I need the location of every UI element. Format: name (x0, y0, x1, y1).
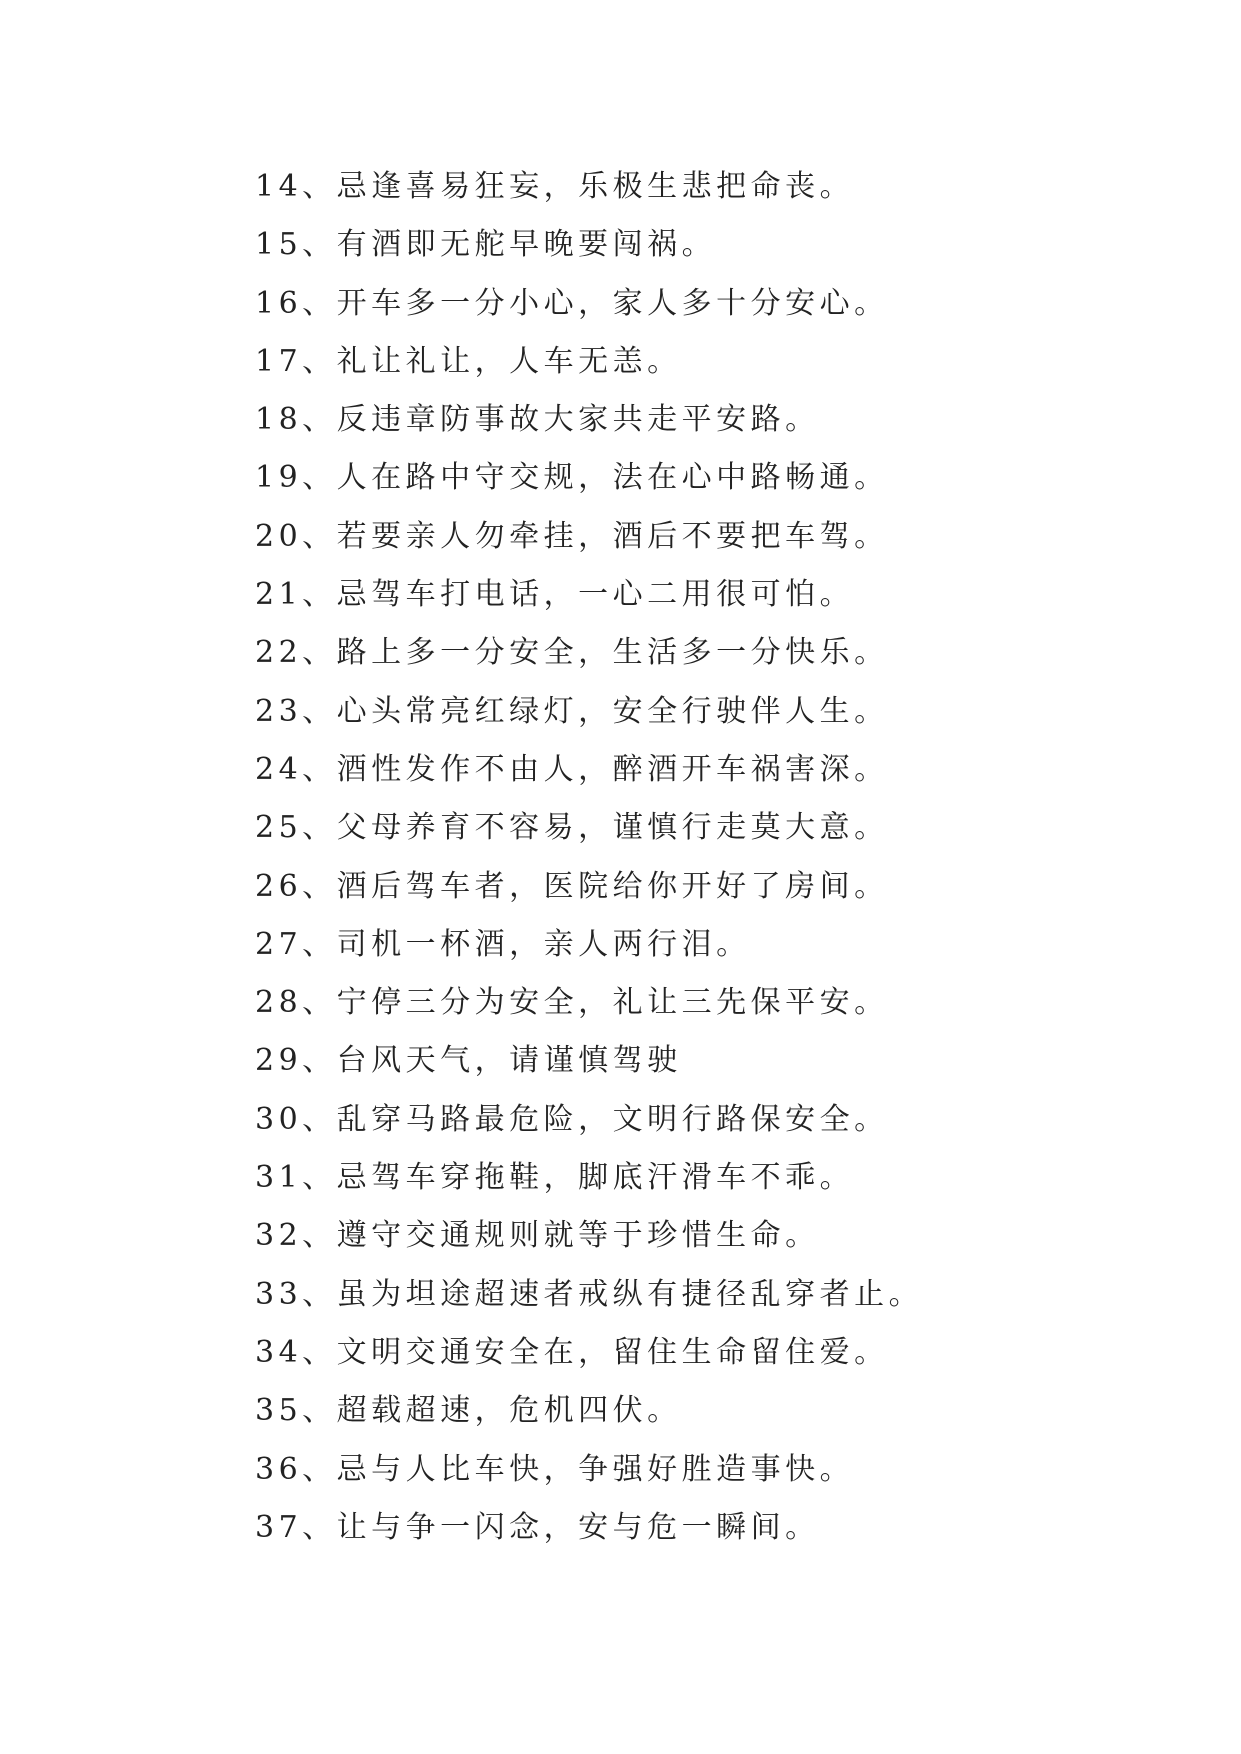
list-item: 21、忌驾车打电话，一心二用很可怕。 (255, 577, 855, 613)
list-item: 24、酒性发作不由人，醉酒开车祸害深。 (255, 751, 889, 787)
list-item: 27、司机一杯酒，亲人两行泪。 (255, 926, 751, 962)
list-item: 18、反违章防事故大家共走平安路。 (255, 402, 820, 438)
list-item: 16、开车多一分小心，家人多十分安心。 (255, 285, 889, 321)
list-item: 20、若要亲人勿牵挂，酒后不要把车驾。 (255, 518, 889, 554)
list-item: 14、忌逢喜易狂妄，乐极生悲把命丧。 (255, 169, 855, 204)
list-item: 32、遵守交通规则就等于珍惜生命。 (255, 1218, 820, 1254)
list-item: 33、虽为坦途超速者戒纵有捷径乱穿者止。 (255, 1276, 924, 1312)
list-item: 15、有酒即无舵早晚要闯祸。 (255, 227, 717, 263)
list-item: 19、人在路中守交规，法在心中路畅通。 (255, 460, 889, 496)
list-item: 22、路上多一分安全，生活多一分快乐。 (255, 635, 889, 671)
list-item: 28、宁停三分为安全，礼让三先保平安。 (255, 985, 889, 1021)
slogan-list (255, 158, 923, 1557)
list-item: 29、台风天气，请谨慎驾驶 (255, 1043, 682, 1079)
list-item: 36、忌与人比车快，争强好胜造事快。 (255, 1451, 855, 1487)
list-item: 25、父母养育不容易，谨慎行走莫大意。 (255, 810, 889, 846)
list-item: 26、酒后驾车者，医院给你开好了房间。 (255, 868, 889, 904)
list-item: 31、忌驾车穿拖鞋，脚底汗滑车不乖。 (255, 1160, 855, 1196)
list-item: 35、超载超速，危机四伏。 (255, 1393, 682, 1429)
list-item: 37、让与争一闪念，安与危一瞬间。 (255, 1509, 820, 1545)
list-item: 34、文明交通安全在，留住生命留住爱。 (255, 1334, 889, 1370)
list-item: 30、乱穿马路最危险，文明行路保安全。 (255, 1101, 889, 1137)
list-item: 17、礼让礼让，人车无恙。 (255, 343, 682, 379)
list-item: 23、心头常亮红绿灯，安全行驶伴人生。 (255, 693, 889, 729)
